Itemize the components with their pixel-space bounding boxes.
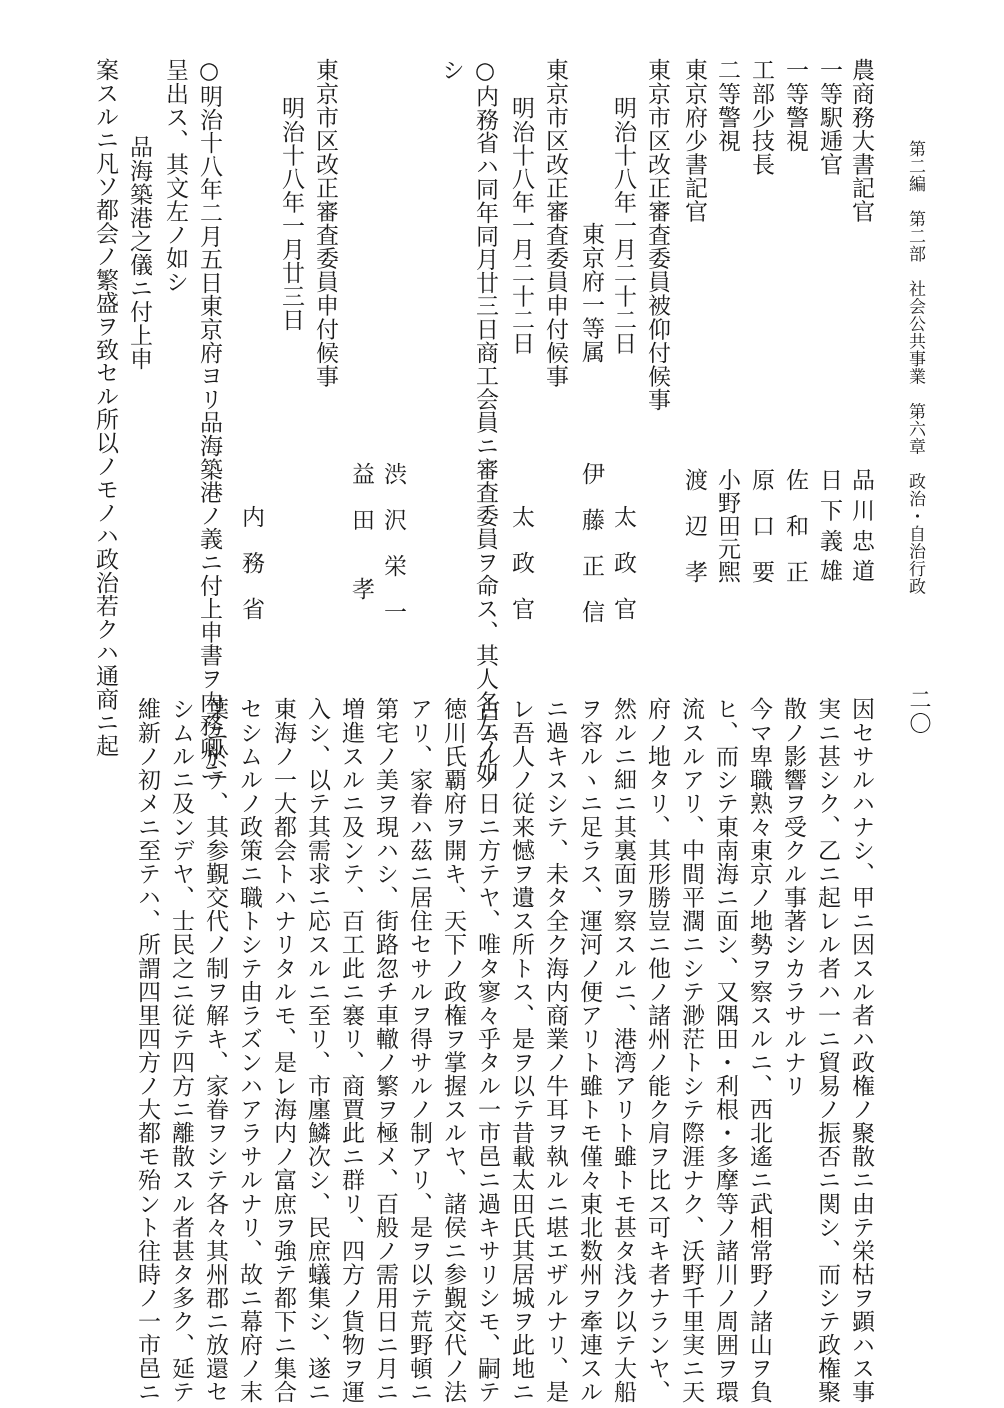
body-line: セシムルノ政策ニ職トシテ由ラズンハアラサルナリ、故ニ幕府ノ末 [236,697,262,1404]
document-title: 東京市区改正審査委員被仰付候事 [644,58,670,412]
body-line: シムルニ及ンデヤ、士民之ニ従テ四方ニ離散スル者甚タ多ク、延テ [168,697,194,1404]
body-line: 第宅ノ美ヲ現ハシ、街路忽チ車轍ノ繁ヲ極メ、百般ノ需用日ニ月ニ [372,697,398,1404]
list-name: 渡 辺 孝 [681,468,707,583]
body-line: 増進スルニ及ンテ、百工此ニ褰リ、商賈此ニ群リ、四方ノ貨物ヲ運 [338,697,364,1404]
list-name: 小野田元煕 [714,468,740,583]
body-line: 府ノ地タリ、其形勝豈ニ他ノ諸州ノ能ク肩ヲ比ス可キ者ナランヤ、 [644,697,670,1404]
body-line: 維新ノ初メニ至テハ、所謂四里四方ノ大都モ殆ント往時ノ一市邑ニ [134,697,160,1404]
body-line: 占ムルノ日ニ方テヤ、唯タ寥々乎タル一市邑ニ過キサリシモ、嗣テ [474,697,500,1404]
body-line: アリ、家眷ハ茲ニ居住セサルヲ得サルノ制アリ、是ヲ以テ荒野頓ニ [406,697,432,1404]
document-title: 東京市区改正審査委員申付候事 [312,58,338,388]
list-title: 一等駅逓官 [816,58,842,176]
document-date: 明治十八年一月二十二日 [508,96,534,356]
paragraph-line: ○明治十八年二月五日東京府ヨリ品海築港ノ義ニ付上申書ヲ内務卿ニ [196,58,222,784]
document-issuer: 内 務 省 [238,505,264,620]
paragraph-line: 品海築港之儀ニ付上申 [126,135,152,371]
body-line: 因セサルハナシ、甲ニ因スル者ハ政権ノ聚散ニ由テ栄枯ヲ顕ハス事 [848,697,874,1404]
paragraph-line: 呈出ス、其文左ノ如シ [162,58,188,294]
body-line: レ吾人ノ従来憾ヲ遺ス所トス、是ヲ以テ昔載太田氏其居城ヲ此地ニ [508,697,534,1404]
body-line: ヲ容ルヽニ足ラス、運河ノ便アリト雖トモ僅々東北数州ヲ牽連スル [576,697,602,1404]
running-header: 第二編 第二部 社会公共事業 第六章 政治・自治行政 [905,140,925,595]
body-line: 入シ、以テ其需求ニ応スルニ至リ、市廛鱗次シ、民庶蟻集シ、遂ニ [304,697,330,1404]
list-title: 二等警視 [714,58,740,153]
paragraph-line: 案スルニ凡ソ都会ノ繁盛ヲ致セル所以ノモノハ政治若クハ通商ニ起 [92,58,118,757]
document-issuer: 太 政 官 [508,505,534,620]
list-title: 工部少技長 [748,58,774,176]
list-name: 原 口 要 [748,468,774,583]
body-line: 流スルアリ、中間平濶ニシテ渺茫トシテ際涯ナク、沃野千里実ニ天 [678,697,704,1404]
body-line: 散ノ影響ヲ受クル事著シカラサルナリ [780,697,806,1098]
body-line: 今マ卑職熟々東京ノ地勢ヲ察スルニ、西北遙ニ武相常野ノ諸山ヲ負 [746,697,772,1404]
paragraph-line: ○内務省ハ同年同月廿三日商工会員ニ審査委員ヲ命ス、其人名左ノ如 [472,58,498,784]
body-line: 東海ノ一大都会トハナリタルモ、是レ海内ノ富庶ヲ強テ都下ニ集合 [270,697,296,1404]
paragraph-line: シ [438,58,464,82]
document-date: 明治十八年一月二十二日 [610,96,636,356]
person-name: 渋 沢 栄 一 [380,462,406,623]
body-line: ヒ、而シテ東南海ニ面シ、又隅田・利根・多摩等ノ諸川ノ周囲ヲ環 [712,697,738,1404]
document-issuer: 太 政 官 [610,505,636,620]
person-name: 伊 藤 正 信 [578,462,604,623]
list-title: 農商務大書記官 [848,58,874,223]
list-name: 日 下 義 雄 [816,468,842,582]
list-name: 品 川 忠 道 [848,468,874,582]
body-line: 実ニ甚シク、乙ニ起レル者ハ一ニ貿易ノ振否ニ関シ、而シテ政権聚 [814,697,840,1404]
body-line: 葉ニ於テ、其参覲交代ノ制ヲ解キ、家眷ヲシテ各々其州郡ニ放還セ [202,697,228,1404]
person-name: 益 田 孝 [348,462,374,600]
list-title: 東京府少書記官 [681,58,707,223]
body-line: ニ過キスシテ、未タ全ク海内商業ノ牛耳ヲ執ルニ堪エザルナリ、是 [542,697,568,1404]
body-line: 然ルニ細ニ其裏面ヲ察スルニ、港湾アリト雖トモ甚タ浅ク以テ大船 [610,697,636,1404]
document-date: 明治十八年一月廿三日 [278,96,304,332]
body-line: 徳川氏覇府ヲ開キ、天下ノ政権ヲ掌握スルヤ、諸侯ニ参覲交代ノ法 [440,697,466,1404]
list-name: 佐 和 正 [782,468,808,583]
page-number: 二〇 [906,688,931,736]
document-title: 東京市区改正審査委員申付候事 [542,58,568,388]
person-title: 東京府一等属 [578,222,604,364]
list-title: 一等警視 [782,58,808,153]
